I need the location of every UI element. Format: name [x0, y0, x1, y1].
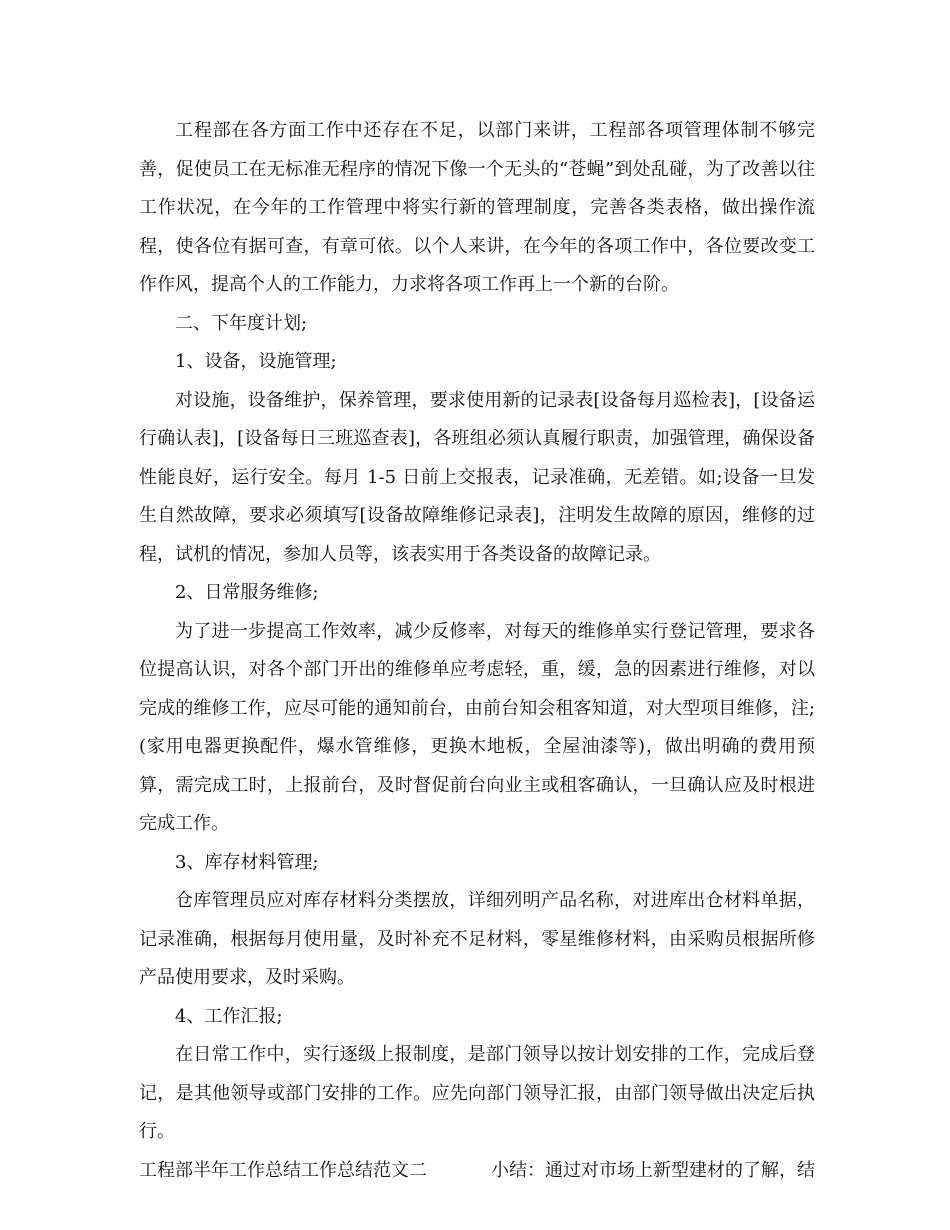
section-title-line: [139, 1152, 815, 1191]
summary-start: 小结：通过对市场上新型建材的了解，结: [491, 1159, 815, 1181]
heading-daily-maintenance: 2、日常服务维修;: [175, 582, 319, 603]
heading-next-year-plan: 二、下年度计划;: [175, 312, 308, 334]
heading-work-report: 4、工作汇报;: [175, 1005, 283, 1027]
paragraph-shortcomings: 工程部在各方面工作中还存在不足，以部门来讲，工程部各项管理体制不够完善，促使员工在无标准无程序的情况下像一个无头的“苍蝇”到处乱碰，为了改善以往工作状况，在今年的工作管理中将实行新的管理制度，完善各类表格，做出操作流程，使各位有据可查，有章可依。以个人来讲，在今年的各项工作中，各位要改变工作作风，提高个人的工作能力，力求将各项工作再上一个新的台阶。: [139, 120, 815, 295]
document-body: [139, 112, 815, 1190]
paragraph-work-report: 在日常工作中，实行逐级上报制度，是部门领导以按计划安排的工作，完成后登记，是其他领导或部门安排的工作。应先向部门领导汇报，由部门领导做出决定后执行。: [139, 1044, 815, 1142]
paragraph-daily-maintenance: 为了进一步提高工作效率，减少反修率，对每天的维修单实行登记管理，要求各位提高认识，对各个部门开出的维修单应考虑轻，重，缓，急的因素进行维修，对以完成的维修工作，应尽可能的通知前台，由前台知会租客知道，对大型项目维修，注;(家用电器更换配件，爆水管维修，更换木地板，全屋油漆等)，做出明确的费用预算，需完成工时，上报前台，及时督促前台向业主或租客确认，一旦确认应及时根进完成工作。: [139, 620, 815, 834]
paragraph-equipment-management: 对设施，设备维护，保养管理，要求使用新的记录表[设备每月巡检表]，[设备运行确认表]，[设备每日三班巡查表]，各班组必须认真履行职责，加强管理，确保设备性能良好，运行安全。每月 1-5 日前上交报表，记录准确，无差错。如;设备一旦发生自然故障，要求必须填写[设备故障维修记录表]，注明发生故障的原因，维修的过程，试机的情况，参加人员等，该表实用于各类设备的故障记录。: [139, 389, 815, 565]
heading-equipment-management: 1、设备，设施管理;: [175, 351, 337, 372]
heading-inventory-management: 3、库存材料管理;: [175, 851, 319, 873]
section-title: 工程部半年工作总结工作总结范文二: [139, 1159, 427, 1181]
paragraph-inventory-management: 仓库管理员应对库存材料分类摆放，详细列明产品名称，对进库出仓材料单据，记录准确，根据每月使用量，及时补充不足材料，零星维修材料，由采购员根据所修产品使用要求，及时采购。: [139, 890, 815, 988]
